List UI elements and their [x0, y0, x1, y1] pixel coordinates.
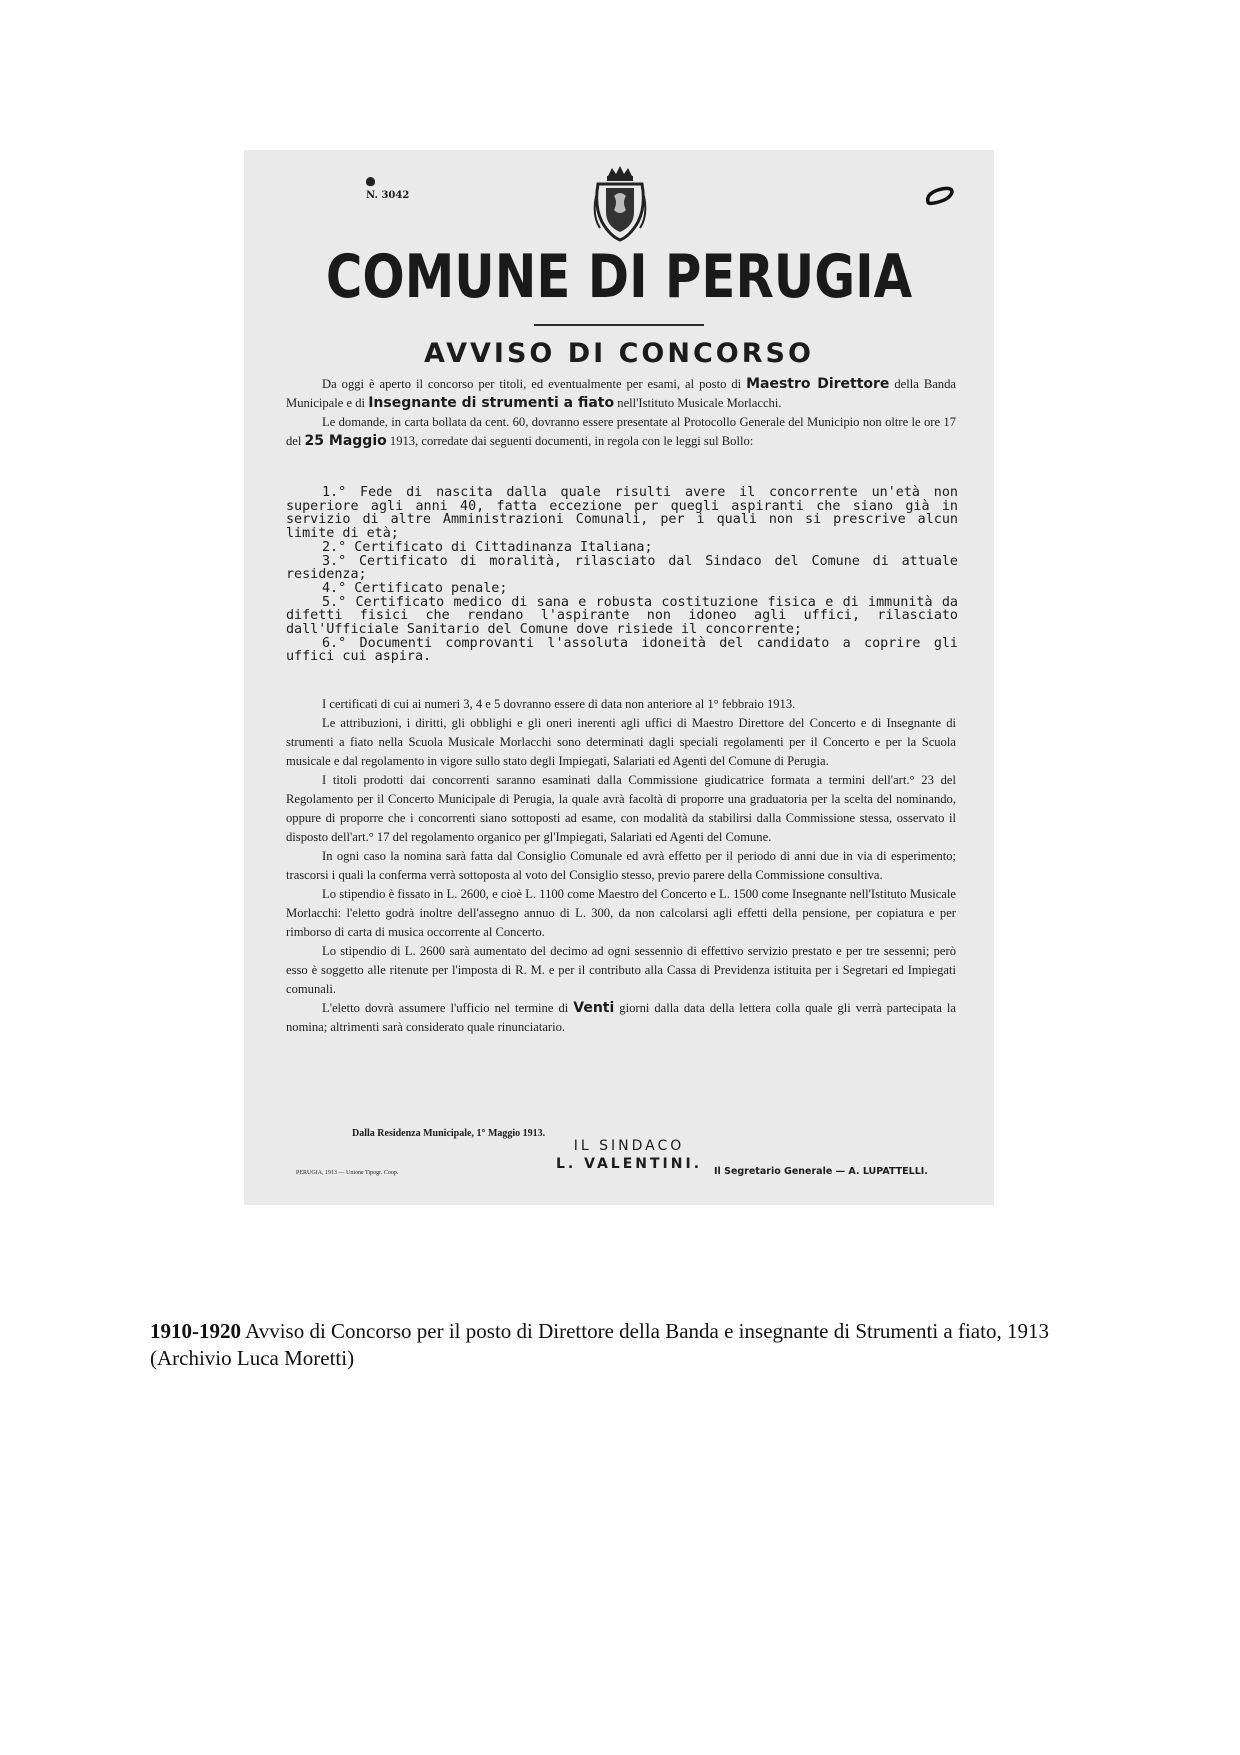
document-requirements-list [286, 486, 958, 664]
list-item: 4.° Certificato penale; [322, 580, 508, 596]
signature-name: L. VALENTINI. [555, 1156, 703, 1172]
list-item: 6.° Documenti comprovanti l'assoluta idoneità del candidato a coprire gli uffici cui aspira. [286, 635, 958, 665]
paragraph: In ogni caso la nomina sarà fatta dal Consiglio Comunale ed avrà effetto per il periodo di anni due in via di esperimento; trascorsi i quali la conferma verrà sottoposta al voto del Consiglio stesso, previo parere della Commissione consultiva. [286, 849, 956, 882]
poster-subtitle: AVVISO DI CONCORSO [424, 338, 814, 369]
poster-title: COMUNE DI PERUGIA [325, 242, 913, 312]
paragraph: I certificati di cui ai numeri 3, 4 e 5 dovranno essere di data non anteriore al 1° febbraio 1913. [322, 697, 796, 711]
body-text [286, 695, 956, 1037]
secretary-signature: Il Segretario Generale — A. LUPATTELLI. [714, 1166, 928, 1177]
dateline: Dalla Residenza Municipale, 1° Maggio 1913. [352, 1128, 546, 1139]
paragraph: I titoli prodotti dai concorrenti saranno esaminati dalla Commissione giudicatrice formata a termini dell'art.° 23 del Regolamento per il Concerto Municipale di Perugia, la quale avrà facoltà di proporre una graduatoria per la scelta del nominando, oppure di proporre che i concorrenti siano sottoposti ad esame, con modalità da stabilirsi dalla Commissione stessa, osservato il disposto dell'art.° 17 del regolamento organico per gl'Impiegati, Salariati ed Agenti del Comune. [286, 773, 956, 844]
ink-stroke-icon [924, 186, 956, 206]
caption-period: 1910-1920 [150, 1319, 241, 1343]
printer-credit: PERUGIA, 1913 — Unione Tipogr. Coop. [296, 1170, 399, 1176]
list-item: 2.° Certificato di Cittadinanza Italiana; [322, 539, 653, 555]
seal-icon [366, 177, 375, 186]
paragraph: Lo stipendio è fissato in L. 2600, e cioè L. 1100 come Maestro del Concerto e L. 1500 come Insegnante nell'Istituto Musicale Morlacchi: l'eletto godrà inoltre dell'assegno annuo di L. 300, da non calcolarsi agli effetti della pensione, per copiatura e per rimborso di carta di musica occorrente al Concerto. [286, 887, 956, 939]
poster-image [244, 150, 994, 1205]
paragraph: Lo stipendio di L. 2600 sarà aumentato del decimo ad ogni sessennio di effettivo servizio prestato e per tre sessenni; però esso è soggetto alle ritenute per l'imposta di R. M. e per il contributo alla Cassa di Previdenza istituita per i Segretari ed Impiegati comunali. [286, 944, 956, 996]
signature-title: IL SINDACO [573, 1138, 685, 1154]
document-number: N. 3042 [366, 190, 410, 201]
list-item: 3.° Certificato di moralità, rilasciato dal Sindaco del Comune di attuale residenza; [286, 553, 958, 583]
list-item: 1.° Fede di nascita dalla quale risulti avere il concorrente un'età non superiore agli anni 40, fatta eccezione per quegli aspiranti che siano già in servizio di altre Amministrazioni Comunali, per i quali non si prescrive alcun limite di età; [286, 485, 958, 542]
caption-text: Avviso di Concorso per il posto di Direttore della Banda e insegnante di Strumenti a fiato, 1913 (Archivio Luca Moretti) [150, 1319, 1049, 1370]
paragraph: L'eletto dovrà assumere l'ufficio nel termine di Venti giorni dalla data della lettera colla quale gli verrà partecipata la nomina; altrimenti sarà considerato quale rinunciatario. [286, 1000, 957, 1034]
intro-text: Da oggi è aperto il concorso per titoli, ed eventualmente per esami, al posto di Maestro Direttore della Banda Municipale e di Insegnante di strumenti a fiato nell'Istituto Musicale Morlacchi. Le domande, in carta bollata da cent. 60, dovranno essere presentate al Protocollo Generale del Municipio non oltre le ore 17 del 25 Maggio 1913, corredate dai seguenti documenti, in regola con le leggi sul Bollo: [286, 376, 956, 449]
image-caption [150, 1318, 1100, 1372]
title-divider [534, 324, 704, 326]
paragraph: Le attribuzioni, i diritti, gli obblighi e gli oneri inerenti agli uffici di Maestro Direttore del Concerto e di Insegnante di strumenti a fiato nella Scuola Musicale Morlacchi sono determinati dagli speciali regolamenti per il Concerto e per la Scuola musicale e dal regolamento in vigore sullo stato degli Impiegati, Salariati ed Agenti del Comune di Perugia. [286, 716, 956, 768]
list-item: 5.° Certificato medico di sana e robusta costituzione fisica e di immunità da difetti fisici che rendano l'aspirante non idoneo agli uffici, rilasciato dall'Ufficiale Sanitario del Comune dove risiede il concorrente; [286, 594, 958, 638]
coat-of-arms-icon [592, 166, 648, 242]
